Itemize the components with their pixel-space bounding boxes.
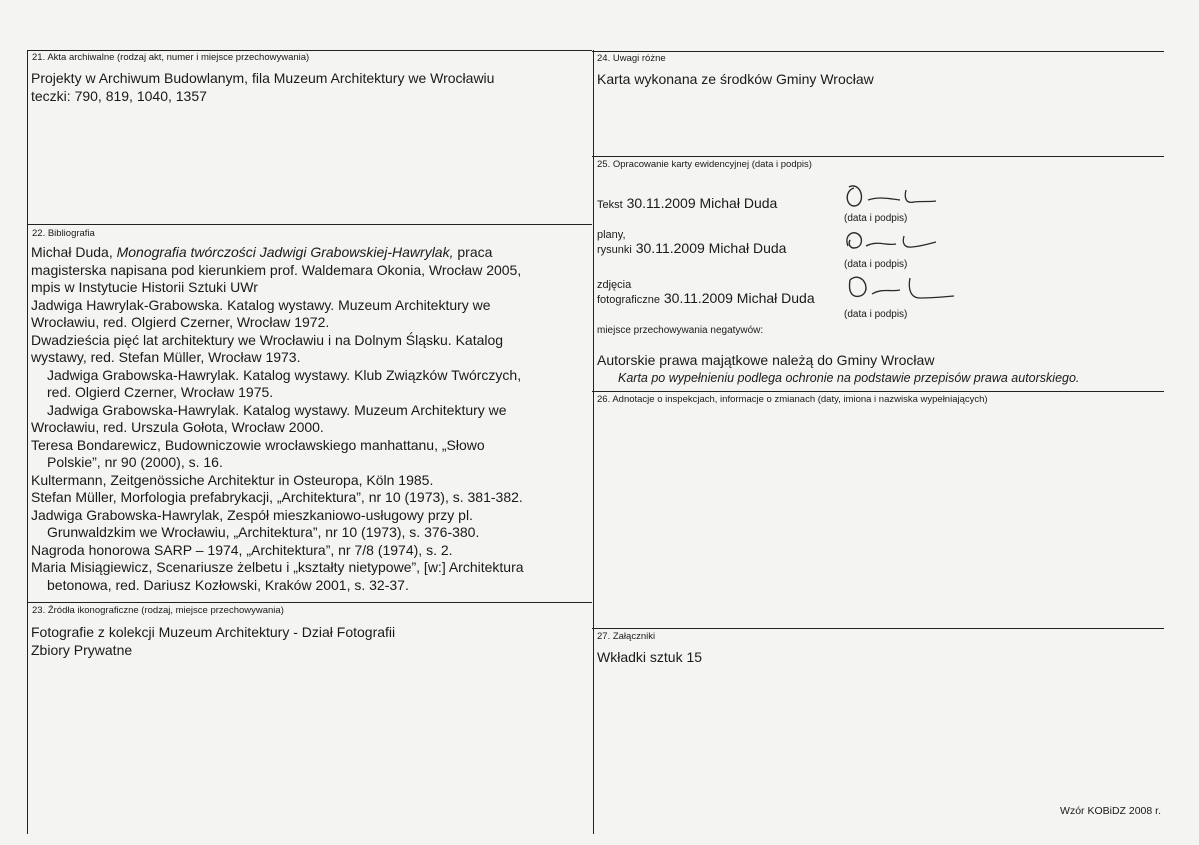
tekst-prefix: Tekst <box>597 199 623 211</box>
form-template-footer: Wzór KOBiDZ 2008 r. <box>1060 805 1161 817</box>
foto-value: 30.11.2009 Michał Duda <box>663 290 815 306</box>
bibliography-text: betonowa, red. Dariusz Kozłowski, Kraków 2001, s. 32-37. <box>47 576 409 593</box>
rysunki-prefix: rysunki <box>597 244 632 256</box>
rysunki-line <box>597 240 786 256</box>
bibliography-line <box>31 454 524 472</box>
bibliography-line <box>31 297 524 315</box>
signature-tekst <box>840 182 950 214</box>
section-21-label: 21. Akta archiwalne (rodzaj akt, numer i miejsce przechowywania) <box>32 52 310 63</box>
bibliography-text: Dwadzieścia pięć lat architektury we Wrocławiu i na Dolnym Śląsku. Katalog <box>31 331 504 348</box>
bibliography-text: Jadwiga Hawrylak-Grabowska. Katalog wystawy. Muzeum Architektury we <box>31 296 491 313</box>
bibliography-text: Teresa Bondarewicz, Budowniczowie wrocławskiego manhattanu, „Słowo <box>31 436 485 453</box>
section-21-line: teczki: 790, 819, 1040, 1357 <box>31 87 207 104</box>
bibliography-text: Jadwiga Grabowska-Hawrylak. Katalog wystawy. Muzeum Architektury we <box>47 401 507 418</box>
bibliography-line <box>31 489 524 507</box>
rule-top-left <box>27 50 592 51</box>
rule-22-top <box>27 224 592 225</box>
rule-27-top <box>592 628 1164 629</box>
section-21-line: Projekty w Archiwum Budowlanym, fila Muzeum Architektury we Wrocławiu <box>31 70 495 86</box>
bibliography-line <box>31 402 524 420</box>
bibliography-text: Wrocławiu, red. Urszula Gołota, Wrocław 2000. <box>31 419 324 435</box>
bibliography-line <box>31 437 524 455</box>
bibliography-line <box>31 314 524 332</box>
bibliography-line <box>31 332 524 350</box>
bibliography-text: Kultermann, Zeitgenössiche Architektur in Osteuropa, Köln 1985. <box>31 471 434 488</box>
bibliography-title: Monografia twórczości Jadwigi Grabowskiej-Hawrylak, <box>116 244 454 260</box>
zdjecia-label: zdjęcia <box>597 279 632 291</box>
bibliography-line <box>31 384 524 402</box>
data-podpis-caption: (data i podpis) <box>844 213 908 224</box>
rule-25-top <box>592 156 1164 157</box>
data-podpis-caption: (data i podpis) <box>844 259 908 270</box>
rights-note: Karta po wypełnieniu podlega ochronie na podstawie przepisów prawa autorskiego. <box>618 371 1080 385</box>
bibliography-line <box>31 472 524 490</box>
bibliography-line <box>31 542 524 560</box>
bibliography-line <box>31 349 524 367</box>
tekst-line <box>597 195 777 211</box>
rights-text: Autorskie prawa majątkowe należą do Gminy Wrocław <box>597 352 935 368</box>
section-24-text: Karta wykonana ze środków Gminy Wrocław <box>597 71 874 87</box>
rysunki-value: 30.11.2009 Michał Duda <box>635 240 787 256</box>
foto-prefix: fotograficzne <box>597 294 660 306</box>
bibliography-line <box>31 279 524 297</box>
bibliography-text: red. Olgierd Czerner, Wrocław 1975. <box>47 384 274 400</box>
bibliography-line <box>31 559 524 577</box>
plany-label: plany, <box>597 229 626 241</box>
section-23-line: Fotografie z kolekcji Muzeum Architektury - Dział Fotografii <box>31 624 396 640</box>
bibliography-line <box>31 367 524 385</box>
bibliography-line <box>31 262 524 280</box>
section-25-label: 25. Opracowanie karty ewidencyjnej (data i podpis) <box>597 159 812 170</box>
bibliography-text: wystawy, red. Stefan Müller, Wrocław 1973. <box>31 349 301 365</box>
bibliography-text: Polskie”, nr 90 (2000), s. 16. <box>47 454 223 470</box>
bibliography-text: mpis w Instytucie Historii Sztuki UWr <box>31 279 258 295</box>
section-27-label: 27. Załączniki <box>597 631 656 642</box>
section-24-label: 24. Uwagi różne <box>597 53 666 64</box>
section-26-label: 26. Adnotacje o inspekcjach, informacje o zmianach (daty, imiona i nazwiska wypełniających) <box>597 394 988 405</box>
bibliography-text: Maria Misiągiewicz, Scenariusze żelbetu i „kształty nietypowe”, [w:] Architektura <box>31 559 524 575</box>
rule-23-top <box>27 602 592 603</box>
bibliography-text: Michał Duda, <box>31 244 117 260</box>
section-23-label: 23. Źródła ikonograficzne (rodzaj, miejsce przechowywania) <box>32 605 284 616</box>
section-23-line: Zbiory Prywatne <box>31 641 133 658</box>
data-podpis-caption: (data i podpis) <box>844 309 908 320</box>
signature-rysunki <box>838 226 948 258</box>
bibliography-text: praca <box>453 244 493 260</box>
bibliography-text: Jadwiga Grabowska-Hawrylak. Katalog wystawy. Klub Związków Twórczych, <box>47 366 522 383</box>
negatywy-label: miejsce przechowywania negatywów: <box>597 325 764 336</box>
bibliography-text: magisterska napisana pod kierunkiem prof. Waldemara Okonia, Wrocław 2005, <box>31 261 522 278</box>
bibliography-line <box>31 524 524 542</box>
bibliography-line <box>31 244 524 262</box>
section-21-body <box>31 70 494 105</box>
section-27-text: Wkładki sztuk 15 <box>597 649 703 665</box>
bibliography-text: Grunwaldzkim we Wrocławiu, „Architektura”, nr 10 (1973), s. 376-380. <box>47 524 480 540</box>
bibliography-text: Stefan Müller, Morfologia prefabrykacji, „Architektura”, nr 10 (1973), s. 381-382. <box>31 489 523 505</box>
rule-top-right <box>592 51 1164 52</box>
bibliography-line <box>31 507 524 525</box>
bibliography-text: Jadwiga Grabowska-Hawrylak, Zespół mieszkaniowo-usługowy przy pl. <box>31 506 473 523</box>
signature-foto <box>842 272 962 306</box>
section-23-body <box>31 624 395 659</box>
bibliography-text: Wrocławiu, red. Olgierd Czerner, Wrocław 1972. <box>31 314 330 330</box>
tekst-value: 30.11.2009 Michał Duda <box>626 195 778 211</box>
foto-line <box>597 290 815 306</box>
bibliography-list <box>31 244 524 594</box>
bibliography-line <box>31 419 524 437</box>
section-22-label: 22. Bibliografia <box>32 228 95 239</box>
bibliography-line <box>31 577 524 595</box>
bibliography-text: Nagroda honorowa SARP – 1974, „Architektura”, nr 7/8 (1974), s. 2. <box>31 541 453 558</box>
rule-26-top <box>592 391 1164 392</box>
